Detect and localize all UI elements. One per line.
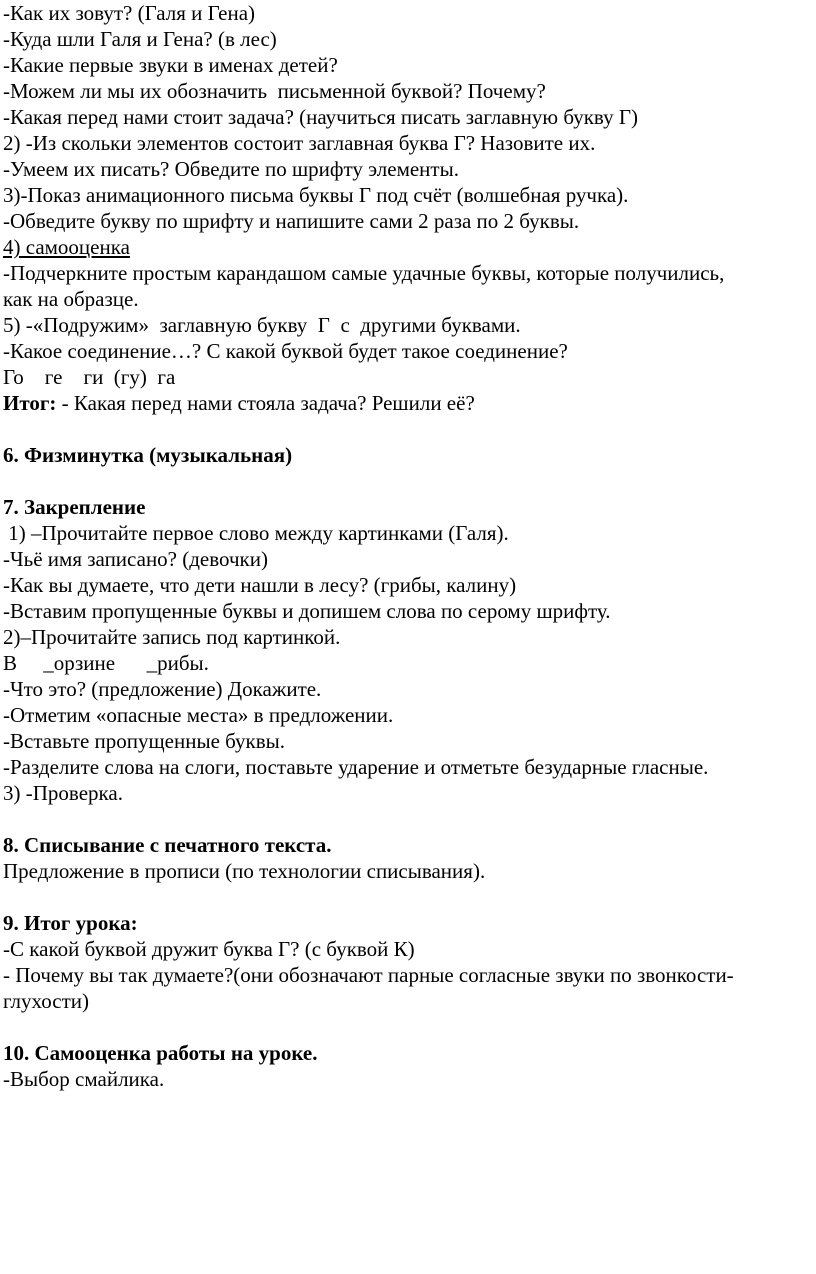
section-9-title: 9. Итог урока:: [3, 911, 138, 935]
section-7-line-2: -Чьё имя записано? (девочки): [3, 547, 268, 571]
spacer: [3, 806, 816, 832]
step-4-number: 4): [3, 235, 21, 259]
section-9-line-3: глухости): [3, 989, 89, 1013]
question-letter: -Можем ли мы их обозначить письменной буквой? Почему?: [3, 79, 546, 103]
syllables-line: Го ге ги (гу) га: [3, 365, 176, 389]
itog-line: [3, 390, 816, 416]
spacer: [3, 468, 816, 494]
spacer: [3, 884, 816, 910]
underline-best-letters: -Подчеркните простым карандашом самые удачные буквы, которые получились,: [3, 261, 725, 285]
step-5-connect: 5) -«Подружим» заглавную букву Г с другими буквами.: [3, 313, 521, 337]
section-7-line-8: -Отметим «опасные места» в предложении.: [3, 703, 394, 727]
question-task: -Какая перед нами стоит задача? (научиться писать заглавную букву Г): [3, 105, 638, 129]
section-7-line-1: 1) –Прочитайте первое слово между картинками (Галя).: [3, 521, 509, 545]
section-7-sentence: В _орзине _рибы.: [3, 651, 209, 675]
section-8-line-1: Предложение в прописи (по технологии списывания).: [3, 859, 486, 883]
step-3-animation: 3)-Показ анимационного письма буквы Г под счёт (волшебная ручка).: [3, 183, 629, 207]
section-7-line-10: -Разделите слова на слоги, поставьте ударение и отметьте безударные гласные.: [3, 755, 709, 779]
section-10-line-1: -Выбор смайлика.: [3, 1067, 165, 1091]
section-7-line-3: -Как вы думаете, что дети нашли в лесу? (грибы, калину): [3, 573, 517, 597]
question-names: -Как их зовут? (Галя и Гена): [3, 1, 256, 25]
itog-text: - Какая перед нами стояла задача? Решили её?: [56, 391, 475, 415]
section-9-line-2: - Почему вы так думаете?(они обозначают парные согласные звуки по звонкости-: [3, 963, 734, 987]
question-where: -Куда шли Галя и Гена? (в лес): [3, 27, 277, 51]
section-7-line-5: 2)–Прочитайте запись под картинкой.: [3, 625, 341, 649]
section-7-line-11: 3) -Проверка.: [3, 781, 123, 805]
question-connection: -Какое соединение…? С какой буквой будет такое соединение?: [3, 339, 568, 363]
trace-letter: -Обведите букву по шрифту и напишите сами 2 раза по 2 буквы.: [3, 209, 580, 233]
itog-label: Итог:: [3, 391, 57, 415]
spacer: [3, 416, 816, 442]
section-9-line-1: -С какой буквой дружит буква Г? (с буквой К): [3, 937, 415, 961]
step-2-elements: 2) -Из скольки элементов состоит заглавная буква Г? Назовите их.: [3, 131, 596, 155]
question-first-sounds: -Какие первые звуки в именах детей?: [3, 53, 338, 77]
section-6-title: 6. Физминутка (музыкальная): [3, 443, 293, 467]
spacer: [3, 1014, 816, 1040]
section-7-line-7: -Что это? (предложение) Докажите.: [3, 677, 322, 701]
step-4-label: самооценка: [20, 235, 130, 259]
section-7-line-4: -Вставим пропущенные буквы и допишем слова по серому шрифту.: [3, 599, 611, 623]
section-7-title: 7. Закрепление: [3, 495, 146, 519]
step-4-self-assessment: [3, 234, 816, 260]
section-7-line-9: -Вставьте пропущенные буквы.: [3, 729, 286, 753]
section-10-title: 10. Самооценка работы на уроке.: [3, 1041, 318, 1065]
section-8-title: 8. Списывание с печатного текста.: [3, 833, 332, 857]
underline-best-letters-cont: как на образце.: [3, 287, 139, 311]
trace-elements: -Умеем их писать? Обведите по шрифту элементы.: [3, 157, 459, 181]
